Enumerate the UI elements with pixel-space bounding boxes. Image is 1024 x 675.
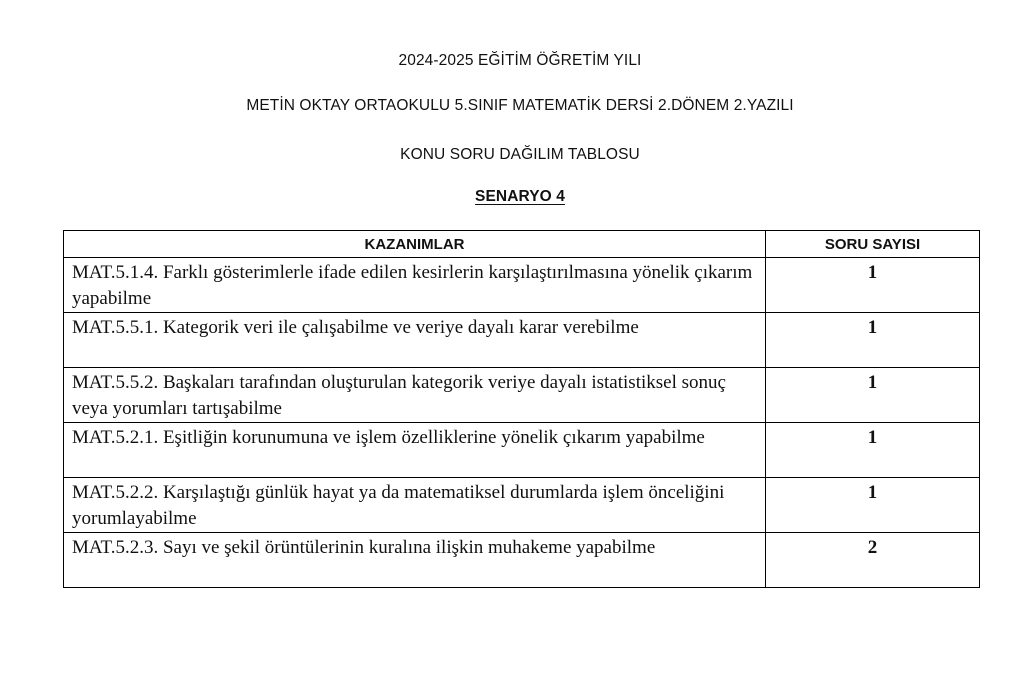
table-row bbox=[64, 313, 980, 368]
outcome-cell: MAT.5.5.1. Kategorik veri ile çalışabilme ve veriye dayalı karar verebilme bbox=[64, 313, 766, 368]
document-title-school-exam: METİN OKTAY ORTAOKULU 5.SINIF MATEMATİK DERSİ 2.DÖNEM 2.YAZILI bbox=[246, 97, 794, 114]
outcome-cell: MAT.5.1.4. Farklı gösterimlerle ifade edilen kesirlerin karşılaştırılmasına yönelik çıkarım yapabilme bbox=[64, 258, 766, 313]
outcome-cell: MAT.5.2.3. Sayı ve şekil örüntülerinin kuralına ilişkin muhakeme yapabilme bbox=[64, 533, 766, 588]
table-row bbox=[64, 368, 980, 423]
question-count-cell: 1 bbox=[766, 313, 980, 368]
document-title-table-name: KONU SORU DAĞILIM TABLOSU bbox=[400, 146, 640, 163]
table-row bbox=[64, 423, 980, 478]
question-count-cell: 2 bbox=[766, 533, 980, 588]
outcome-cell: MAT.5.5.2. Başkaları tarafından oluşturulan kategorik veriye dayalı istatistiksel sonuç veya yorumları tartışabilme bbox=[64, 368, 766, 423]
question-distribution-table bbox=[63, 230, 980, 588]
question-count-cell: 1 bbox=[766, 423, 980, 478]
table-row bbox=[64, 258, 980, 313]
document-title-year: 2024-2025 EĞİTİM ÖĞRETİM YILI bbox=[398, 52, 642, 69]
table-row bbox=[64, 478, 980, 533]
outcome-cell: MAT.5.2.2. Karşılaştığı günlük hayat ya da matematiksel durumlarda işlem önceliğini yorumlayabilme bbox=[64, 478, 766, 533]
question-count-cell: 1 bbox=[766, 258, 980, 313]
table-header-row bbox=[64, 231, 980, 258]
column-header-outcomes: KAZANIMLAR bbox=[64, 231, 766, 258]
outcome-cell: MAT.5.2.1. Eşitliğin korunumuna ve işlem özelliklerine yönelik çıkarım yapabilme bbox=[64, 423, 766, 478]
question-count-cell: 1 bbox=[766, 478, 980, 533]
column-header-question-count: SORU SAYISI bbox=[766, 231, 980, 258]
table-row bbox=[64, 533, 980, 588]
scenario-label: SENARYO 4 bbox=[475, 188, 565, 205]
question-count-cell: 1 bbox=[766, 368, 980, 423]
